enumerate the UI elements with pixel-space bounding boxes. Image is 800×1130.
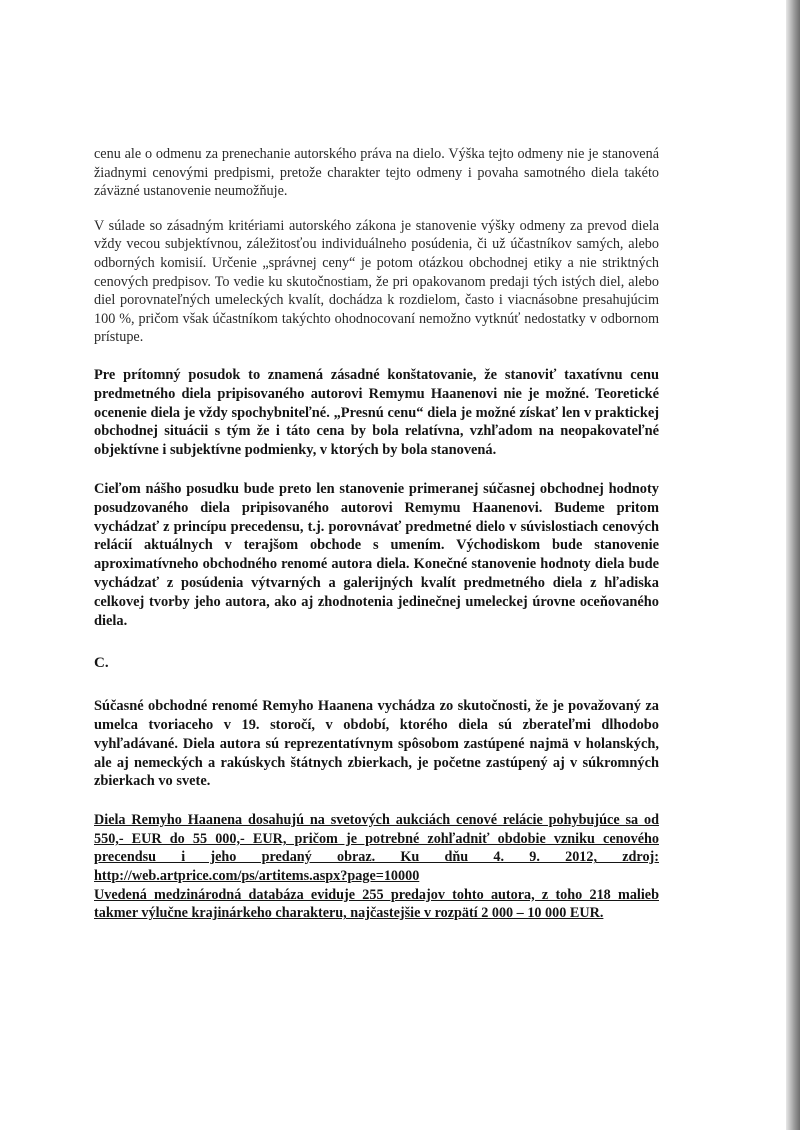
paragraph-6-text: Diela Remyho Haanena dosahujú na svetových aukciách cenové relácie pohybujúce sa od 550,- EUR do 55 000,- EUR, pričom je potrebné zohľadniť obdobie vzniku cenového precendsu i jeho predaný obraz. Ku dňu 4. 9. 2012, zdroj: http://web.artprice.com/ps/artitems.aspx?page=10000	[94, 812, 659, 885]
paragraph-2: V súlade so zásadným kritériami autorského zákona je stanovenie výšky odmeny za prevod diela vždy vecou subjektívnou, záležitosťou individuálneho posúdenia, či už účastníkov samých, alebo odborných komisií. Určenie „správnej ceny“ je potom otázkou obchodnej etiky a nie striktných cenových predpisov. To vedie ku skutočnostiam, že pri opakovanom predaji tých istých diel, alebo diel porovnateľných umeleckých kvalít, dochádza k rozdielom, často i viacnásobne presahujúcim 100 %, pričom však účastníkom takýchto ohodnocovaní nemožno vytknúť nedostatky v odbornom prístupe.	[94, 217, 659, 346]
paragraph-5: Súčasné obchodné renomé Remyho Haanena vychádza zo skutočnosti, že je považovaný za umelca tvoriaceho v 19. storočí, v období, ktorého diela sú zberateľmi dlhodobo vyhľadávané. Diela autora sú reprezentatívnym spôsobom zastúpené najmä v holanských, ale aj nemeckých a rakúskych štátnych zbierkach, je početne zastúpený aj v súkromných zbierkach vo svete.	[94, 698, 659, 790]
paragraph-3: Pre prítomný posudok to znamená zásadné konštatovanie, že stanoviť taxatívnu cenu predmetného diela pripisovaného autorovi Remymu Haanenovi nie je možné. Teoretické ocenenie diela je vždy spochybniteľné. „Presnú cenu“ diela je možné získať len v praktickej obchodnej situácii s tým že i táto cena by bola relatívna, vzhľadom na neopakovateľné objektívne i subjektívne podmienky, v ktorých by bola stanovená.	[94, 366, 659, 459]
section-heading: C.	[94, 655, 109, 672]
paragraph-7	[94, 886, 659, 923]
paragraph-4: Cieľom nášho posudku bude preto len stanovenie primeranej súčasnej obchodnej hodnoty posudzovaného diela pripisovaného autorovi Remymu Haanenovi. Budeme pritom vychádzať z princípu precedensu, t.j. porovnávať predmetné dielo v súvislostiach cenových relácií aktuálnych v terajšom obchode s umením. Východiskom bude stanovenie aproximatívneho obchodného renomé autora diela. Konečné stanovenie hodnoty diela bude vychádzať z posúdenia výtvarných a galerijných kvalít predmetného diela z hľadiska celkovej tvorby jeho autora, ako aj zhodnotenia jedinečnej umeleckej úrovne oceňovaného diela.	[94, 480, 659, 629]
paragraph-6	[94, 811, 659, 885]
scan-edge-shadow	[786, 0, 800, 1130]
paragraph-1: cenu ale o odmenu za prenechanie autorského práva na dielo. Výška tejto odmeny nie je stanovená žiadnymi cenovými predpismi, pretože charakter tejto odmeny i povaha samotného diela takéto záväzné ustanovenie neumožňuje.	[94, 146, 659, 200]
paragraph-7-text: Uvedená medzinárodná databáza eviduje 255 predajov tohto autora, z toho 218 malieb takmer výlučne krajinárkeho charakteru, najčastejšie v rozpätí 2 000 – 10 000 EUR.	[94, 886, 659, 922]
document-page	[94, 145, 659, 923]
